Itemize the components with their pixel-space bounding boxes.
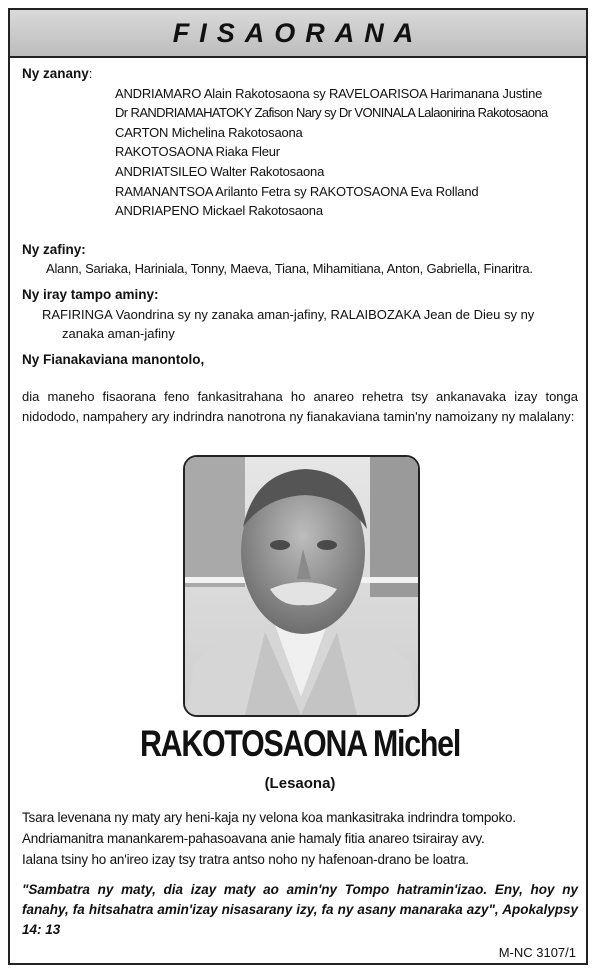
thanks-line: Ialana tsiny ho an'ireo izay tsy tratra antso noho ny hafenoan-drano be loatra. xyxy=(22,852,469,867)
child-name: ANDRIAPENO Mickael Rakotosaona xyxy=(115,203,323,219)
children-list xyxy=(115,84,578,221)
closing-thanks xyxy=(22,807,578,870)
bible-quote: "Sambatra ny maty, dia izay maty ao amin'ny Tompo hatramin'izao. Eny, hoy ny fanahy, fa hitsahatra amin'izay nisasarany izy, fa ny asany manaraka azy", Apokalypsy 14: 13 xyxy=(22,882,578,937)
notice-reference: M-NC 3107/1 xyxy=(498,945,576,960)
child-name: RAMANANTSOA Arilanto Fetra sy RAKOTOSAONA Eva Rolland xyxy=(115,183,479,199)
grandchildren-label: Ny zafiny: xyxy=(22,241,86,257)
child-name: ANDRIAMARO Alain Rakotosaona sy RAVELOARISOA Harimanana Justine xyxy=(115,85,543,101)
deceased-nickname: (Lesaona) xyxy=(264,775,336,792)
notice-body xyxy=(22,64,578,427)
siblings-line: zanaka aman-jafiny xyxy=(62,326,175,342)
child-name: Dr RANDRIAMAHATOKY Zafison Nary sy Dr VONINALA Lalaonirina Rakotosaona xyxy=(115,105,548,121)
family-label: Ny Fianakaviana manontolo, xyxy=(22,351,205,367)
portrait-image xyxy=(185,457,418,715)
header-banner xyxy=(10,10,586,58)
thanks-message: dia maneho fisaorana feno fankasitrahana ho anareo rehetra tsy ankanavaka izay tonga nidododo, nampahery ary indrindra nanotrona ny fianakaviana tamin'ny namoizany ny malalany: xyxy=(22,389,578,424)
child-name: RAKOTOSAONA Riaka Fleur xyxy=(115,144,280,160)
deceased-name: RAKOTOSAONA Michel xyxy=(139,723,461,764)
child-name: ANDRIATSILEO Walter Rakotosaona xyxy=(115,163,325,179)
children-section xyxy=(22,64,578,221)
child-name: CARTON Michelina Rakotosaona xyxy=(115,124,303,140)
siblings-section xyxy=(22,285,578,344)
obituary-notice xyxy=(8,8,588,965)
siblings-list xyxy=(42,305,578,344)
children-colon: : xyxy=(88,66,93,81)
children-label: Ny zanany xyxy=(22,66,89,81)
grandchildren-section xyxy=(22,240,578,279)
notice-title: FISAORANA xyxy=(172,17,424,48)
grandchildren-names: Alann, Sariaka, Hariniala, Tonny, Maeva, Tiana, Mihamitiana, Anton, Gabriella, Finaritra. xyxy=(46,261,533,277)
thanks-line: Andriamanitra manankarem-pahasoavana anie hamaly fitia anareo tsirairay avy. xyxy=(22,831,485,846)
siblings-label: Ny iray tampo aminy: xyxy=(22,286,159,302)
siblings-line: RAFIRINGA Vaondrina sy ny zanaka aman-jafiny, RALAIBOZAKA Jean de Dieu sy ny xyxy=(42,306,535,322)
thanks-line: Tsara levenana ny maty ary heni-kaja ny velona koa mankasitraka indrindra tompoko. xyxy=(22,810,516,825)
deceased-portrait xyxy=(183,455,420,717)
